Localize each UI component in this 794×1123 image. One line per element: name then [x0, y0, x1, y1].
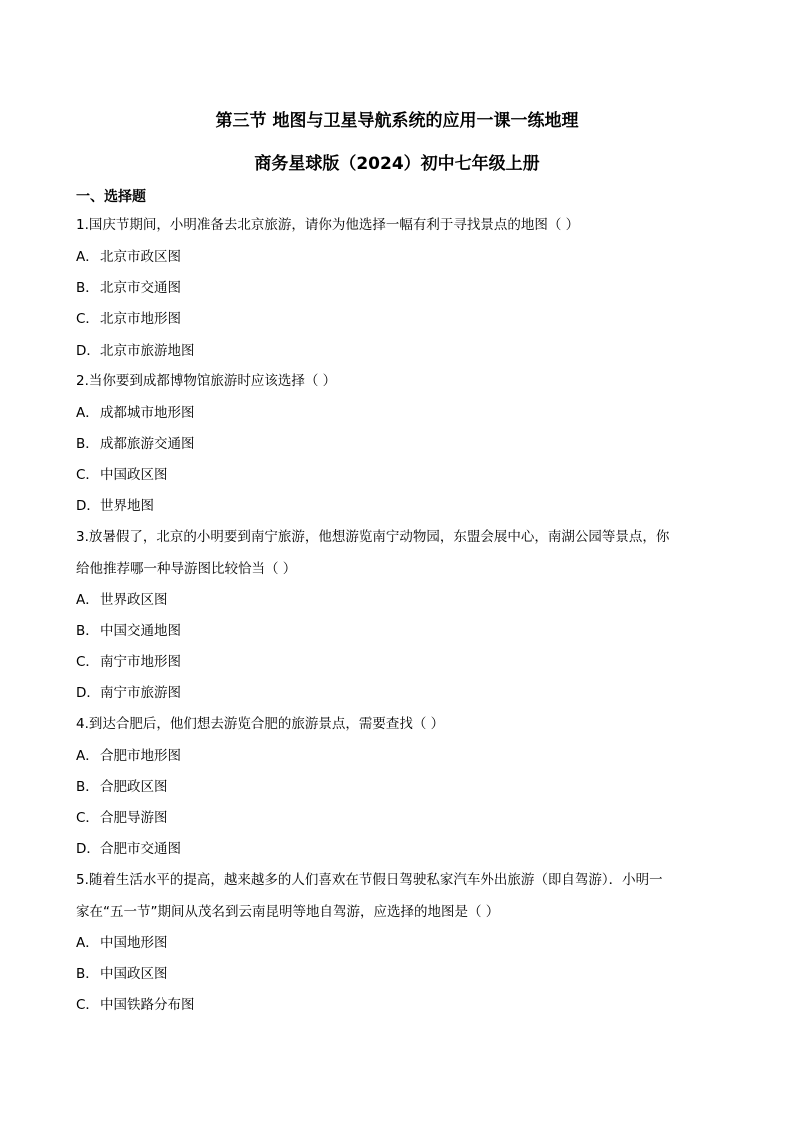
question-3-option-b: B．中国交通地图	[76, 623, 181, 639]
question-2-option-c: C．中国政区图	[76, 467, 168, 483]
question-5-option-a: A．中国地形图	[76, 935, 168, 951]
question-4-option-b: B．合肥政区图	[76, 779, 168, 795]
question-1-option-b: B．北京市交通图	[76, 280, 181, 296]
question-5-stem-line-2: 家在“五一节”期间从茂名到云南昆明等地自驾游，应选择的地图是（ ）	[76, 904, 500, 920]
question-2-stem: 2.当你要到成都博物馆旅游时应该选择（ ）	[76, 373, 337, 389]
question-2-option-a: A．成都城市地形图	[76, 405, 195, 421]
question-1-option-d: D．北京市旅游地图	[76, 343, 195, 359]
document-subtitle: 商务星球版（2024）初中七年级上册	[254, 154, 540, 174]
document-title: 第三节 地图与卫星导航系统的应用一课一练地理	[215, 111, 579, 131]
question-5-option-b: B．中国政区图	[76, 966, 168, 982]
question-5-option-c: C．中国铁路分布图	[76, 997, 195, 1013]
question-2-option-d: D．世界地图	[76, 498, 154, 514]
question-5-stem-line-1: 5.随着生活水平的提高，越来越多的人们喜欢在节假日驾驶私家汽车外出旅游（即自驾游）．小明一	[76, 872, 663, 888]
question-4-stem: 4.到达合肥后，他们想去游览合肥的旅游景点，需要查找（ ）	[76, 716, 445, 732]
question-1-option-c: C．北京市地形图	[76, 311, 181, 327]
question-3-option-a: A．世界政区图	[76, 592, 168, 608]
question-3-option-c: C．南宁市地形图	[76, 654, 181, 670]
question-4-option-c: C．合肥导游图	[76, 810, 168, 826]
section-heading: 一、选择题	[76, 189, 146, 205]
question-1-option-a: A．北京市政区图	[76, 249, 181, 265]
question-2-option-b: B．成都旅游交通图	[76, 436, 195, 452]
question-3-stem-line-1: 3.放暑假了，北京的小明要到南宁旅游，他想游览南宁动物园，东盟会展中心，南湖公园等景点，你	[76, 529, 670, 545]
question-3-stem-line-2: 给他推荐哪一种导游图比较恰当（ ）	[76, 561, 297, 577]
question-4-option-d: D．合肥市交通图	[76, 841, 181, 857]
question-3-option-d: D．南宁市旅游图	[76, 685, 181, 701]
question-4-option-a: A．合肥市地形图	[76, 748, 181, 764]
question-1-stem: 1.国庆节期间，小明准备去北京旅游，请你为他选择一幅有利于寻找景点的地图（ ）	[76, 217, 580, 233]
